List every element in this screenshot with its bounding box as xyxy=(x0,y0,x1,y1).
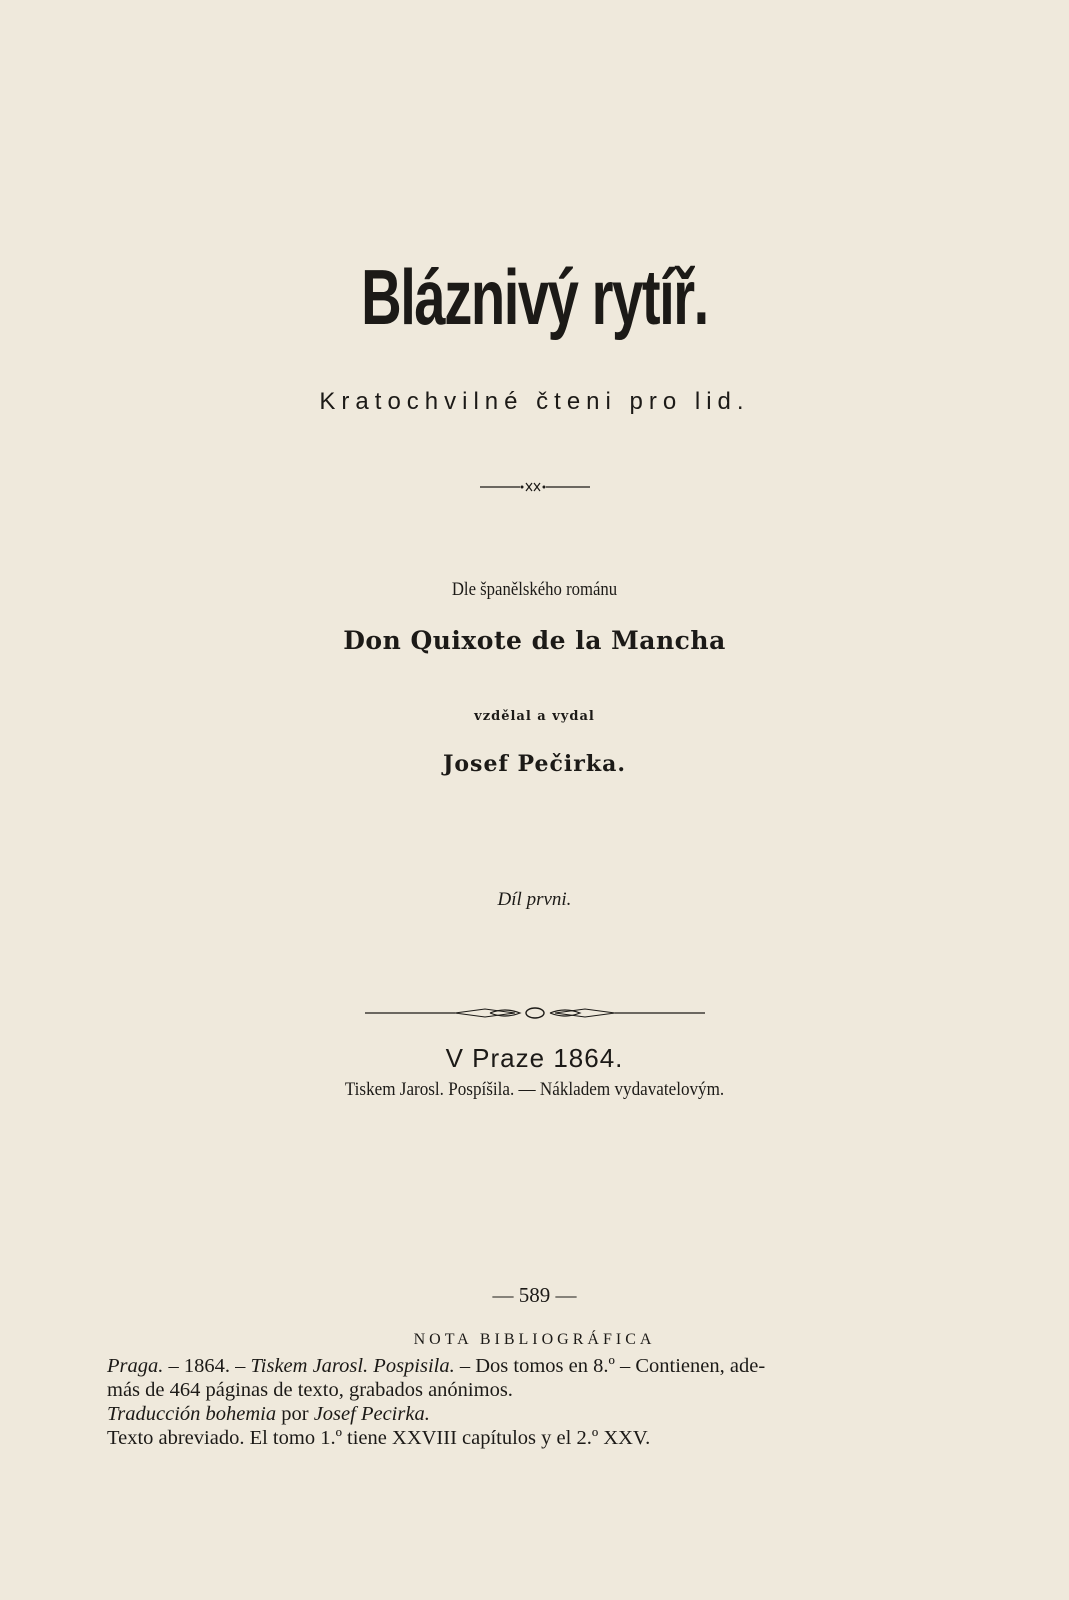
biblio-translator: Josef Pecirka. xyxy=(313,1403,430,1425)
ornament-large-icon xyxy=(365,1005,705,1021)
editor-note: vzdělal a vydal xyxy=(474,709,595,724)
author-name: Josef Pečirka. xyxy=(442,751,627,777)
bibliographic-line-2: más de 464 páginas de texto, grabados anónimos. xyxy=(107,1379,513,1401)
ornament-large xyxy=(0,1005,1069,1021)
bibliographic-note xyxy=(107,1354,967,1450)
ornament-small xyxy=(0,480,1069,494)
biblio-volumes: – Dos tomos en 8.º – Contienen, ade- xyxy=(454,1355,766,1377)
page-number: — 589 — xyxy=(492,1283,577,1307)
bibliographic-line-4: Texto abreviado. El tomo 1.º tiene XXVIII capítulos y el 2.º XXV. xyxy=(107,1427,651,1449)
biblio-printer: Tiskem Jarosl. Pospisila. xyxy=(250,1355,455,1377)
source-work-title: Don Quixote de la Mancha xyxy=(343,626,726,655)
biblio-por: por xyxy=(276,1403,314,1425)
biblio-year: – 1864. – xyxy=(163,1355,251,1377)
volume-label: Díl prvni. xyxy=(497,889,572,910)
biblio-place: Praga. xyxy=(107,1355,164,1377)
imprint-printer: Tiskem Jarosl. Pospíšila. — Nákladem vydavatelovým. xyxy=(344,1079,725,1100)
imprint-place-year: V Praze 1864. xyxy=(445,1043,624,1073)
ornament-small-icon xyxy=(480,480,590,494)
biblio-translation: Traducción bohemia xyxy=(107,1403,277,1425)
bibliographic-line-1 xyxy=(107,1354,967,1378)
book-title: Bláznivý rytíř. xyxy=(361,253,708,341)
source-note: Dle španělského románu xyxy=(451,579,618,600)
bibliographic-line-3 xyxy=(107,1402,967,1426)
bibliographic-note-heading: NOTA BIBLIOGRÁFICA xyxy=(413,1331,656,1348)
book-subtitle: Kratochvilné čteni pro lid. xyxy=(319,388,750,415)
